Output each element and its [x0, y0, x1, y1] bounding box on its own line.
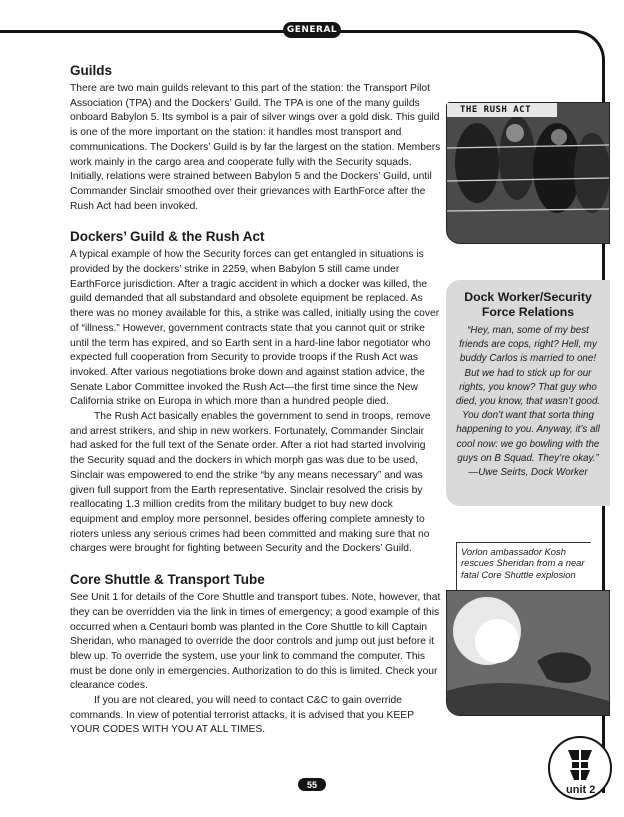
- core-shuttle-paragraph-2: If you are not cleared, you will need to contact C&C to gain override commands. In view of potential terrorist attacks, it is advised that you KEEP YOUR CODES WITH YOU AT ALL TIMES.: [70, 695, 414, 736]
- unit-label: unit 2: [566, 784, 596, 796]
- section-tab: GENERAL: [283, 22, 341, 38]
- sidebar-quote: “Hey, man, some of my best friends are cops, right? Hell, my buddy Carlos is married to one! But we had to stick up for our rights, you know? That guy who died, you know, that wasn’t good. You don’t want that sorta thing happening to you. Anyway, it’s all cool now: we go bowling with the guys on B Squad. They’re okay.”: [455, 325, 601, 464]
- guilds-heading: Guilds: [70, 63, 113, 78]
- rush-act-paragraph-2: The Rush Act basically enables the government to send in troops, remove and arrest strikers, and ship in new workers. Fortunately, Commander Sinclair had asked for the full text of the Senate order. After a riot had started involving the Security squad and the dockers in which morph gas was due to be used, Sinclair was empowered to end the strike “by any means necessary” and was given full support from the Earth representative. Sinclair resolved the crisis by reallocating 1.3 million credits from the military budget to buy new dock equipment and employ more personnel, besides offering complete amnesty to rioters unless any serious crimes had been committed and making sure that no charges were brought for fighting between Security and the Dockers’ Guild.: [70, 411, 431, 555]
- core-shuttle-heading: Core Shuttle & Transport Tube: [70, 572, 265, 588]
- guilds-body: There are two main guilds relevant to this part of the station: the Transport Pilot Association (TPA) and the Dockers’ Guild. The TPA is one of the many guilds onboard Babylon 5. Its symbol is a pair of silver wings over a gold disk. This guild is one of the more important on the station: it handles most transport and communications. The Dockers’ Guild is by far the largest on the station. Members work mainly in the cargo area and cooperate fully with the Security squads. Initially, relations were strained between Babylon 5 and the Dockers’ Guild, until Commander Sinclair smoothed over their grievances with EarthForce after the Rush Act had been invoked.: [70, 83, 441, 212]
- riot-scene-image: [447, 103, 609, 243]
- page-number: 55: [298, 778, 326, 791]
- rush-act-caption: THE RUSH ACT: [460, 105, 532, 115]
- rush-act-paragraph-1: A typical example of how the Security forces can get entangled in situations is provided by the dockers’ strike in 2259, when Babylon 5 still came under EarthForce jurisdiction. After a tragic accident in which a docker was killed, the guild demanded that all substandard and obsolete equipment be replaced. As there was no money available for this, a strike was called, initially using the cover of “illness.” However, government contracts state that you cannot quit or strike until the term has expired, and so Earth sent in a hard-line labor negotiator who expected full cooperation from Security to provide troops if the Rush Act was invoked. After various negotiations broke down and against station advice, the Senate Labor Committee invoked the Rush Act—the first time since the New California strike on Europa in which more than a hundred people died.: [70, 249, 440, 408]
- main-column: [70, 62, 442, 738]
- core-shuttle-paragraph-1: See Unit 1 for details of the Core Shuttle and transport tubes. Note, however, that they can be overridden via the link in times of emergency; a good example of this occurred when a Centauri bomb was planted in the Core Shuttle to kill Captain Sheridan, who managed to override the door controls and jump out just before it blew up. To override the system, use your link to command the computer. This must be done only in emergencies. Authorization to do this is limited. Check your clearance codes.: [70, 592, 441, 692]
- explosion-scene-image: [447, 591, 609, 715]
- rush-act-photo: [446, 102, 610, 244]
- kosh-caption: Vorlon ambassador Kosh rescues Sheridan from a near fatal Core Shuttle explosion: [461, 546, 585, 580]
- kosh-photo: [446, 590, 610, 716]
- sidebar-box: [446, 280, 610, 506]
- sidebar-attribution: —Uwe Seirts, Dock Worker: [468, 467, 588, 479]
- rush-act-heading: Dockers’ Guild & the Rush Act: [70, 229, 265, 245]
- sidebar-title: Dock Worker/Security Force Relations: [464, 290, 592, 319]
